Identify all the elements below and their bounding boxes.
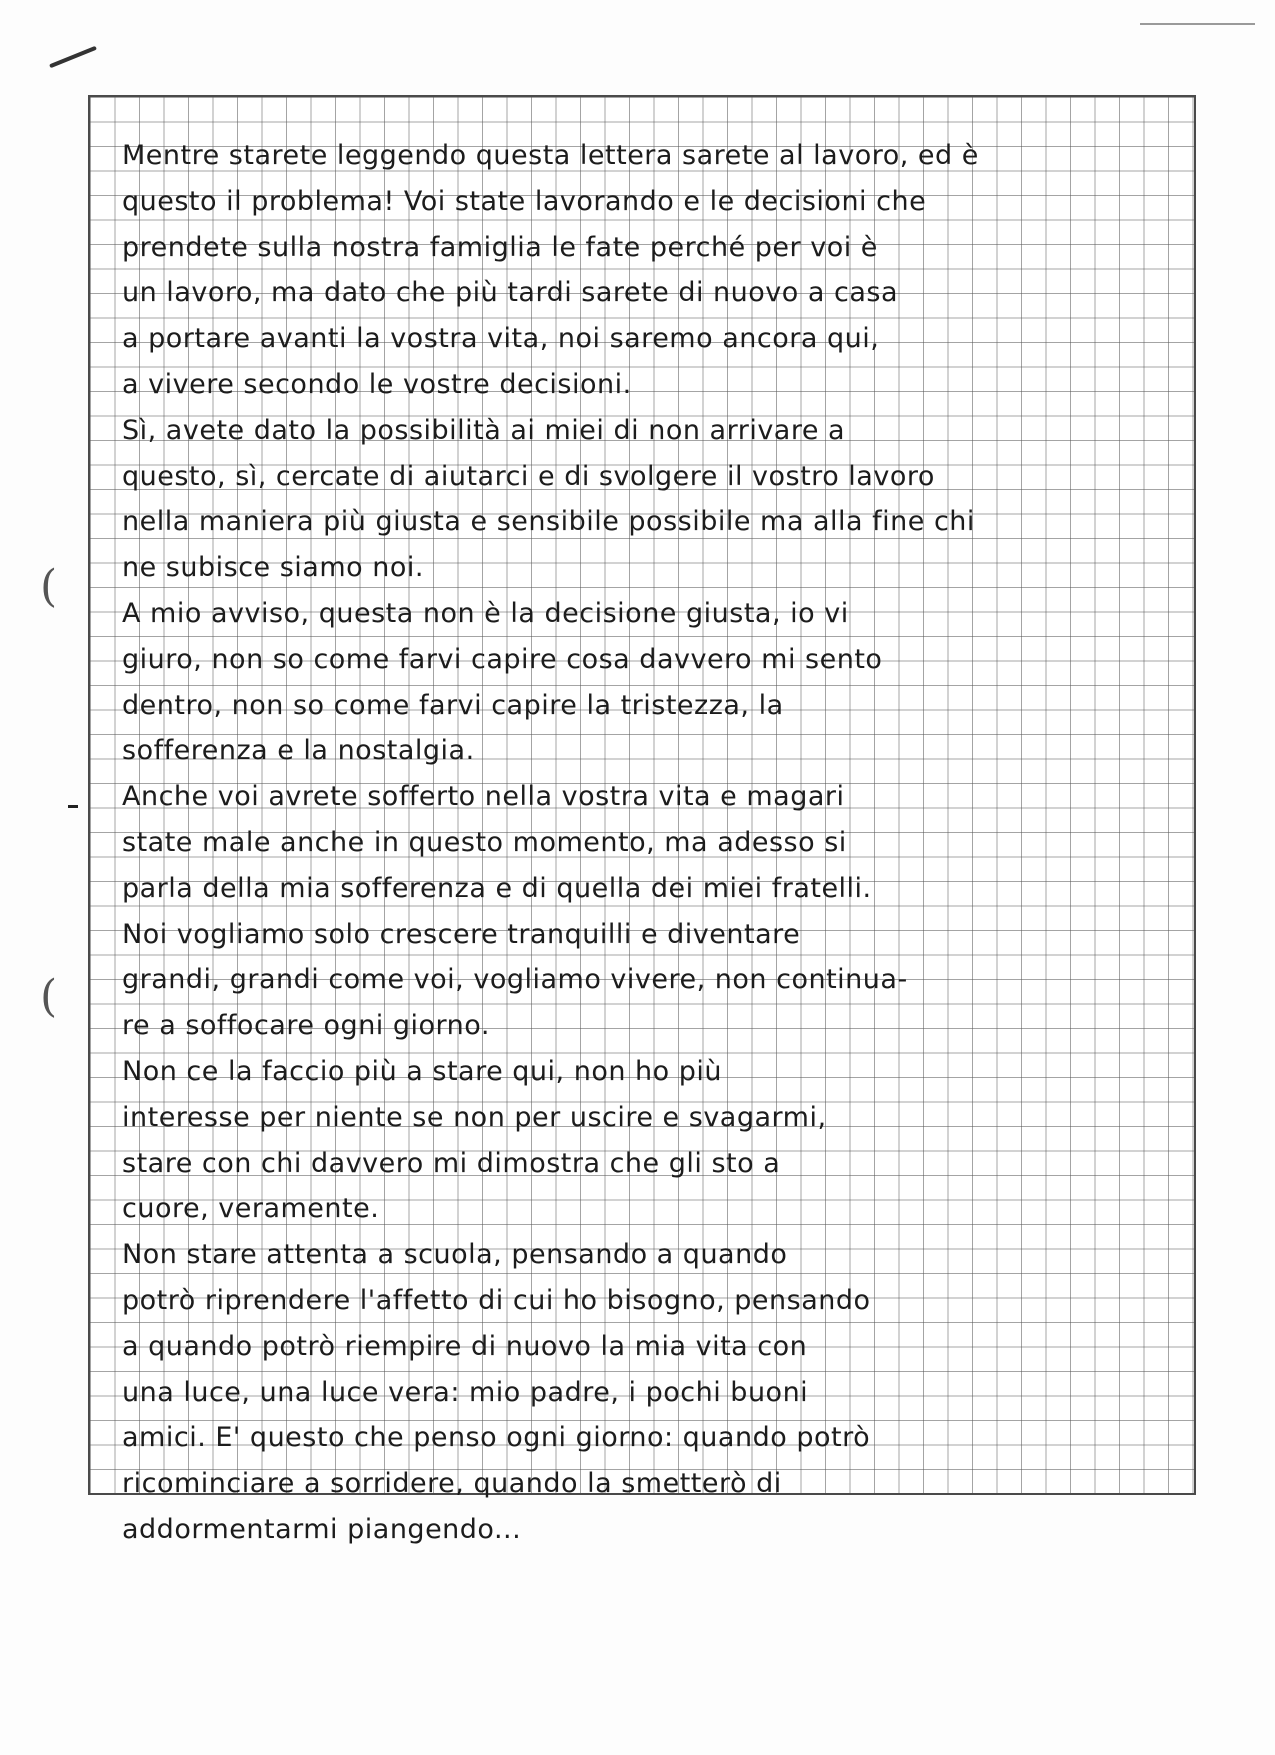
letter-line: giuro, non so come farvi capire cosa davvero mi sento <box>122 643 883 675</box>
letter-line: addormentarmi piangendo... <box>122 1513 522 1545</box>
letter-line: grandi, grandi come voi, vogliamo vivere, non continua- <box>122 964 908 996</box>
letter-line: Noi vogliamo solo crescere tranquilli e diventare <box>122 918 801 950</box>
letter-line: potrò riprendere l'affetto di cui ho bisogno, pensando <box>122 1284 871 1316</box>
letter-line: amici. E' questo che penso ogni giorno: quando potrò <box>122 1422 871 1454</box>
letter-line: sofferenza e la nostalgia. <box>122 735 475 767</box>
letter-line: a quando potrò riempire di nuovo la mia vita con <box>122 1330 808 1362</box>
letter-line: Non stare attenta a scuola, pensando a quando <box>122 1239 788 1271</box>
letter-line: re a soffocare ogni giorno. <box>122 1010 490 1042</box>
letter-line: nella maniera più giusta e sensibile possibile ma alla fine chi <box>122 506 975 538</box>
letter-line: A mio avviso, questa non è la decisione giusta, io vi <box>122 597 849 629</box>
letter-line: ne subisce siamo noi. <box>122 552 424 584</box>
letter-line: cuore, veramente. <box>122 1193 380 1225</box>
letter-line: interesse per niente se non per uscire e svagarmi, <box>122 1101 827 1133</box>
letter-line: state male anche in questo momento, ma adesso si <box>122 826 847 858</box>
letter-line: Sì, avete dato la possibilità ai miei di non arrivare a <box>122 414 846 446</box>
handwritten-letter <box>122 133 1172 1553</box>
letter-line: questo il problema! Voi state lavorando e le decisioni che <box>122 185 927 217</box>
letter-line: prendete sulla nostra famiglia le fate perché per voi è <box>122 231 878 263</box>
letter-line: dentro, non so come farvi capire la tristezza, la <box>122 689 784 721</box>
letter-line: un lavoro, ma dato che più tardi sarete di nuovo a casa <box>122 277 898 309</box>
letter-line: Mentre starete leggendo questa lettera sarete al lavoro, ed è <box>122 140 979 171</box>
letter-line: a vivere secondo le vostre decisioni. <box>122 368 632 400</box>
letter-line: a portare avanti la vostra vita, noi saremo ancora qui, <box>122 323 880 355</box>
pen-dash-mark <box>49 46 97 68</box>
letter-line: una luce, una luce vera: mio padre, i pochi buoni <box>122 1376 809 1408</box>
scan-edge-line <box>1140 23 1255 25</box>
margin-dash-mark <box>68 805 78 808</box>
hole-punch-mark: ( <box>40 561 58 612</box>
letter-line: stare con chi davvero mi dimostra che gli sto a <box>122 1147 781 1179</box>
letter-line: parla della mia sofferenza e di quella dei miei fratelli. <box>122 872 872 904</box>
letter-line: Non ce la faccio più a stare qui, non ho più <box>122 1055 722 1087</box>
letter-line: ricominciare a sorridere, quando la smetterò di <box>122 1468 782 1500</box>
letter-line: Anche voi avrete sofferto nella vostra vita e magari <box>122 781 845 813</box>
hole-punch-mark: ( <box>40 971 58 1022</box>
letter-line: questo, sì, cercate di aiutarci e di svolgere il vostro lavoro <box>122 460 935 492</box>
